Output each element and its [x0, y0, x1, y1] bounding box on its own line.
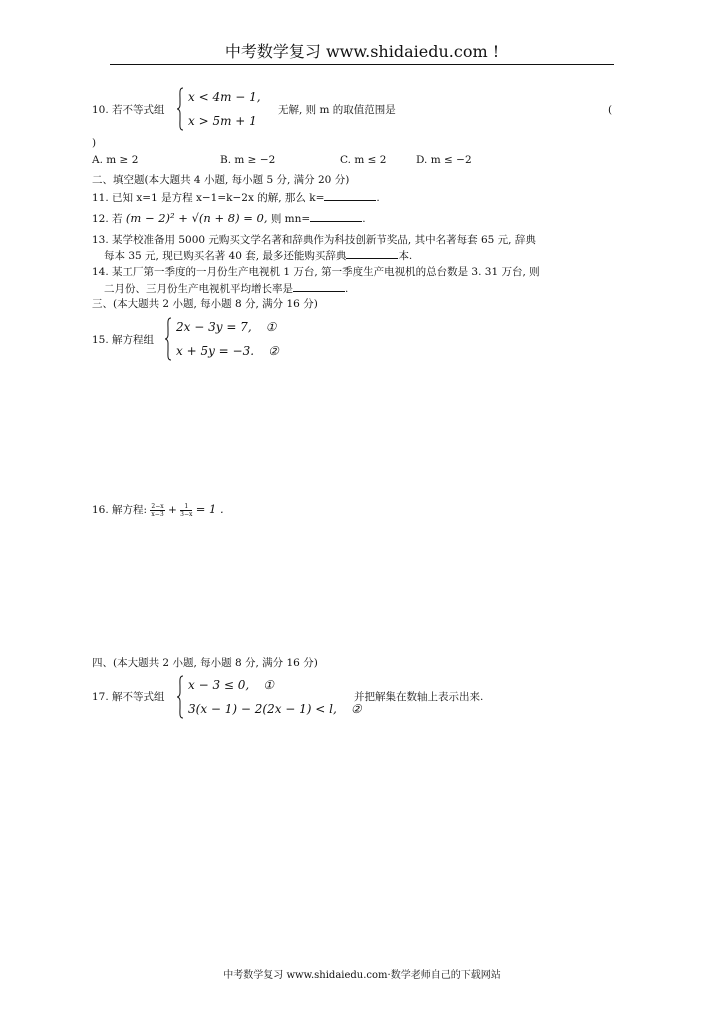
q15-row1-eq: 2x − 3y = 7, — [176, 320, 252, 334]
q10-option-b: B. m ≥ −2 — [220, 154, 276, 166]
q15-prefix: 15. 解方程组 — [92, 334, 155, 346]
q12-blank — [310, 211, 362, 222]
q11-end: . — [376, 192, 380, 204]
q14-line2 — [104, 281, 348, 296]
q16-num1: 2−x — [151, 502, 164, 510]
q17-prefix: 17. 解不等式组 — [92, 691, 165, 703]
q11-blank — [324, 190, 376, 201]
q13-end: 本. — [398, 250, 413, 262]
q15-row2 — [176, 341, 279, 361]
q10-prefix: 10. 若不等式组 — [92, 104, 165, 116]
brace-icon — [176, 87, 184, 131]
q14-end: . — [345, 283, 349, 295]
q17-row2-ineq: 3(x − 1) − 2(2x − 1) < l, — [188, 702, 337, 716]
q12-end: . — [362, 213, 366, 225]
q16-rhs: = 1 . — [195, 502, 224, 516]
q13-blank — [346, 248, 398, 259]
q10-option-a: A. m ≥ 2 — [92, 154, 139, 166]
q12 — [92, 211, 366, 226]
q11 — [92, 190, 380, 205]
q13-line2 — [104, 248, 412, 263]
q17-row1 — [188, 675, 362, 695]
q17-suffix: 并把解集在数轴上表示出来. — [354, 691, 484, 703]
brace-icon — [164, 317, 172, 361]
q10-row2: x > 5m + 1 — [188, 114, 257, 128]
q16-num2: 1 — [180, 503, 192, 511]
q14-line1: 14. 某工厂第一季度的一月份生产电视机 1 万台, 第一季度生产电视机的总台数是 3. 31 万台, 则 — [92, 266, 540, 278]
q17-row1-ineq: x − 3 ≤ 0, — [188, 678, 250, 692]
q10-paren-open: ( — [608, 104, 613, 116]
q12-expr: (m − 2)² + √(n + 8) = 0, — [125, 211, 268, 225]
q11-text: 11. 已知 x=1 是方程 x−1=k−2x 的解, 那么 k= — [92, 192, 325, 204]
q10-paren-close: ) — [92, 137, 97, 149]
q16-fraction-1 — [150, 503, 164, 518]
q16-den1: x−3 — [151, 510, 164, 518]
q16-fraction-2 — [180, 503, 192, 518]
q10-row1: x < 4m − 1, — [188, 90, 261, 104]
q16-den2: 3−x — [180, 510, 193, 518]
q12-mid: 则 mn= — [270, 213, 311, 225]
q16-plus: + — [168, 504, 177, 516]
page-header: 中考数学复习 www.shidaiedu.com ! — [110, 40, 614, 65]
q10-system — [176, 86, 261, 132]
q17-row2 — [188, 699, 362, 719]
q13-line1: 13. 某学校准备用 5000 元购买文学名著和辞典作为科技创新节奖品, 其中名著每套 65 元, 辞典 — [92, 234, 536, 246]
q15-mark1: ① — [265, 320, 277, 334]
q16 — [92, 502, 224, 518]
q10-option-c: C. m ≤ 2 — [340, 154, 387, 166]
q17-system — [176, 674, 362, 720]
brace-icon — [176, 675, 184, 719]
q15-row2-eq: x + 5y = −3. — [176, 344, 255, 358]
section3-title: 三、(本大题共 2 小题, 每小题 8 分, 满分 16 分) — [92, 298, 318, 310]
q10-suffix: 无解, 则 m 的取值范围是 — [278, 104, 396, 116]
q10-option-d: D. m ≤ −2 — [416, 154, 472, 166]
section4-title: 四、(本大题共 2 小题, 每小题 8 分, 满分 16 分) — [92, 657, 318, 669]
q13-line2-text: 每本 35 元, 现已购买名著 40 套, 最多还能购买辞典 — [104, 250, 347, 262]
q17-mark1: ① — [263, 678, 274, 692]
q14-line2-text: 二月份、三月份生产电视机平均增长率是 — [104, 283, 293, 295]
q15-system — [164, 316, 279, 362]
q17-mark2: ② — [350, 702, 362, 716]
q15-mark2: ② — [268, 344, 279, 358]
q15-row1 — [176, 317, 279, 337]
page-footer: 中考数学复习 www.shidaiedu.com·数学老师自己的下载网站 — [223, 970, 501, 981]
section2-title: 二、填空题(本大题共 4 小题, 每小题 5 分, 满分 20 分) — [92, 174, 350, 186]
q16-prefix: 16. 解方程: — [92, 504, 148, 516]
q14-blank — [293, 281, 345, 292]
q12-prefix: 12. 若 — [92, 213, 123, 225]
